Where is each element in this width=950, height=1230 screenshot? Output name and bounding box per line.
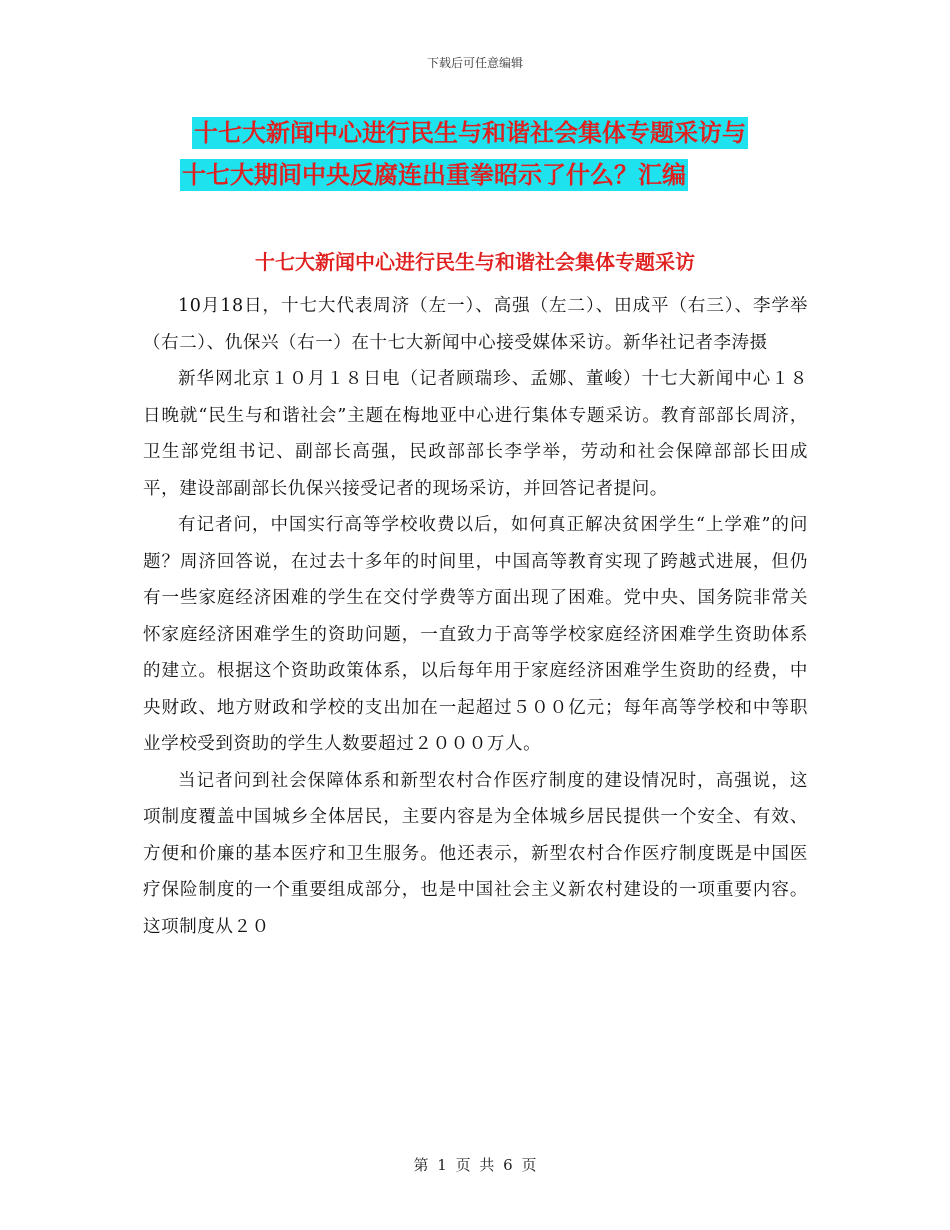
paragraph-4: 当记者问到社会保障体系和新型农村合作医疗制度的建设情况时，高强说，这项制度覆盖中国城乡全体居民，主要内容是为全体城乡居民提供一个安全、有效、方便和价廉的基本医疗和卫生服务。他还表示，新型农村合作医疗制度既是中国医疗保险制度的一个重要组成部分，也是中国社会主义新农村建设的一项重要内容。这项制度从２０	[143, 770, 808, 937]
title-line-1	[180, 112, 820, 154]
header-note: 下载后可任意编辑	[426, 56, 523, 70]
page-footer: 第 1 页 共 6 页	[413, 1156, 537, 1174]
paragraph-3: 有记者问，中国实行高等学校收费以后，如何真正解决贫困学生“上学难”的问题？周济回答说，在过去十多年的时间里，中国高等教育实现了跨越式进展，但仍有一些家庭经济困难的学生在交付学费等方面出现了困难。党中央、国务院非常关怀家庭经济困难学生的资助问题，一直致力于高等学校家庭经济困难学生资助体系的建立。根据这个资助政策体系，以后每年用于家庭经济困难学生资助的经费，中央财政、地方财政和学校的支出加在一起超过５００亿元；每年高等学校和中等职业学校受到资助的学生人数要超过２０００万人。	[143, 515, 808, 754]
section-heading: 十七大新闻中心进行民生与和谐社会集体专题采访	[255, 250, 695, 274]
title-line-1-text: 十七大新闻中心进行民生与和谐社会集体专题采访与	[194, 119, 746, 147]
title-line-2-text: 十七大期间中央反腐连出重拳昭示了什么？汇编	[182, 161, 686, 189]
document-title	[180, 112, 820, 196]
document-body	[143, 288, 808, 945]
paragraph-2: 新华网北京１０月１８日电（记者顾瑞珍、孟娜、董峻）十七大新闻中心１８日晚就“民生与和谐社会”主题在梅地亚中心进行集体专题采访。教育部部长周济，卫生部党组书记、副部长高强，民政部部长李学举，劳动和社会保障部部长田成平，建设部副部长仇保兴接受记者的现场采访，并回答记者提问。	[143, 369, 808, 499]
title-line-2	[180, 154, 820, 196]
paragraph-1: 10月18日，十七大代表周济（左一）、高强（左二）、田成平（右三）、李学举（右二）、仇保兴（右一）在十七大新闻中心接受媒体采访。新华社记者李涛摄	[143, 296, 808, 353]
